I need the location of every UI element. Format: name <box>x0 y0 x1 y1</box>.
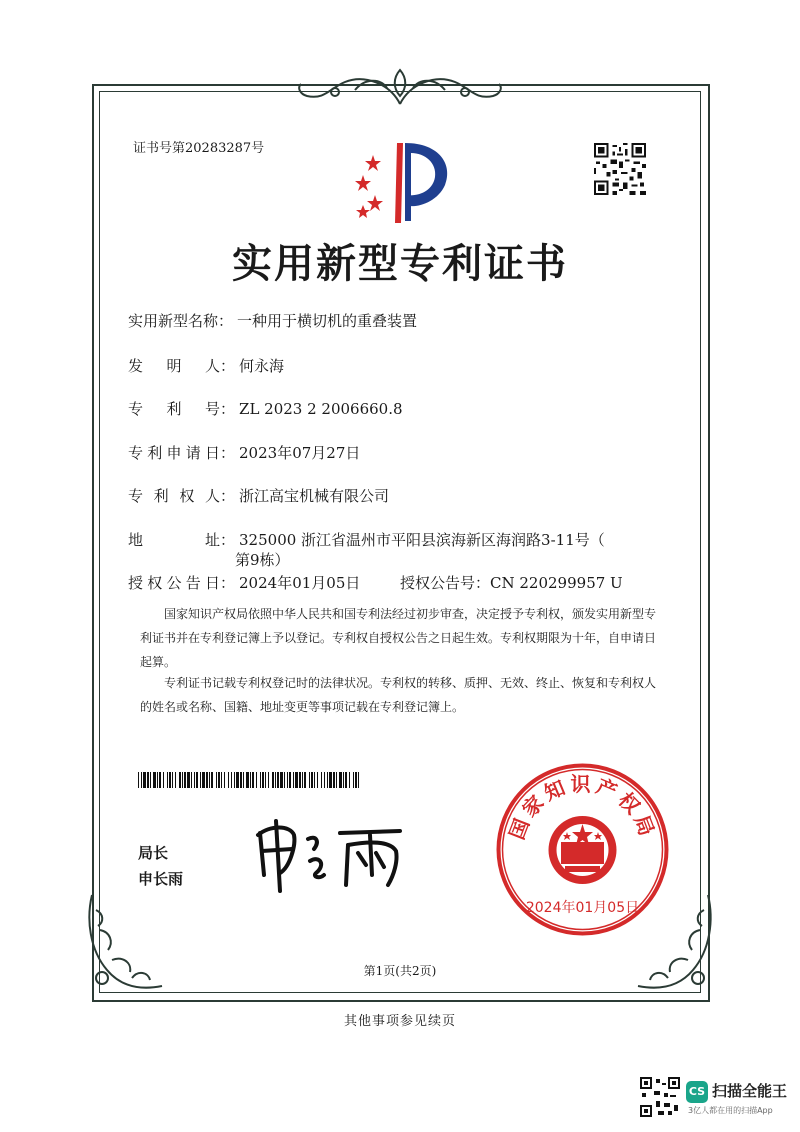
certificate-title: 实用新型专利证书 <box>232 240 568 287</box>
patentee-value: 浙江高宝机械有限公司 <box>239 487 390 505</box>
cnipa-official-seal <box>495 762 670 937</box>
address-value-line2: 第9栋） <box>235 551 290 569</box>
top-ornament <box>295 64 505 106</box>
certificate-qr-code <box>594 143 646 195</box>
field-patent-number: 专 利 号 ： ZL 2023 2 2006660.8 <box>128 400 403 418</box>
field-address: 地 址 ： 325000 浙江省温州市平阳县滨海新区海润路3-11号（ <box>128 531 605 549</box>
patentee-label: 专 利 权 人 <box>128 487 220 505</box>
inventor-label: 发 明 人 <box>128 357 220 375</box>
field-inventor: 发 明 人 ： 何永海 <box>128 357 285 375</box>
director-signature <box>250 815 410 895</box>
address-value-line1: 325000 浙江省温州市平阳县滨海新区海润路3-11号（ <box>239 531 605 549</box>
utility-model-name-label: 实用新型名称： <box>128 312 234 330</box>
seal-date: 2024年01月05日 <box>525 900 640 916</box>
field-filing-date: 专 利 申 请 日 ： 2023年07月27日 <box>128 444 361 462</box>
scanner-qr-code <box>640 1077 680 1117</box>
legal-status-paragraph: 专利证书记载专利权登记时的法律状况。专利权的转移、质押、无效、终止、恢复和专利权人的姓名或名称、国籍、地址变更等事项记载在专利登记簿上。 <box>140 676 657 714</box>
grant-date-value: 2024年01月05日 <box>239 574 361 592</box>
grant-number-value: CN 220299957 U <box>490 574 623 592</box>
grant-statement-paragraph: 国家知识产权局依照中华人民共和国专利法经过初步审查，决定授予专利权，颁发实用新型专利证书并在专利登记簿上予以登记。专利权自授权公告之日起生效。专利权期限为十年，自申请日起算。 <box>140 607 657 669</box>
scanner-app-logo: CS <box>686 1081 708 1103</box>
grant-date-label: 授 权 公 告 日 <box>128 574 220 592</box>
continuation-note: 其他事项参见续页 <box>343 1014 456 1029</box>
filing-date-value: 2023年07月27日 <box>239 444 361 462</box>
seal-text: 国家知识产权局 <box>504 772 661 843</box>
field-utility-model-name <box>128 310 417 331</box>
director-title: 局长 <box>138 844 169 862</box>
grant-number-label: 授权公告号： <box>400 574 491 592</box>
scanner-app-tagline: 3亿人都在用的扫描App <box>688 1106 773 1115</box>
scanner-app-name: 扫描全能王 <box>712 1082 788 1100</box>
utility-model-name-value: 一种用于横切机的重叠装置 <box>237 312 418 330</box>
certificate-barcode <box>138 772 360 788</box>
patent-number-value: ZL 2023 2 2006660.8 <box>239 400 403 418</box>
bottom-left-ornament <box>82 890 172 1000</box>
cnipa-logo <box>345 135 460 230</box>
field-grant-number <box>400 572 623 593</box>
page-number: 第1页(共2页) <box>363 964 437 978</box>
certificate-number: 证书号第20283287号 <box>133 141 265 156</box>
field-patentee: 专 利 权 人 ： 浙江高宝机械有限公司 <box>128 487 390 505</box>
address-label: 地 址 <box>128 531 220 549</box>
inventor-value: 何永海 <box>239 357 285 375</box>
director-name: 申长雨 <box>138 870 184 888</box>
filing-date-label: 专 利 申 请 日 <box>128 444 220 462</box>
patent-number-label: 专 利 号 <box>128 400 220 418</box>
field-grant-date: 授 权 公 告 日 ： 2024年01月05日 <box>128 574 361 592</box>
